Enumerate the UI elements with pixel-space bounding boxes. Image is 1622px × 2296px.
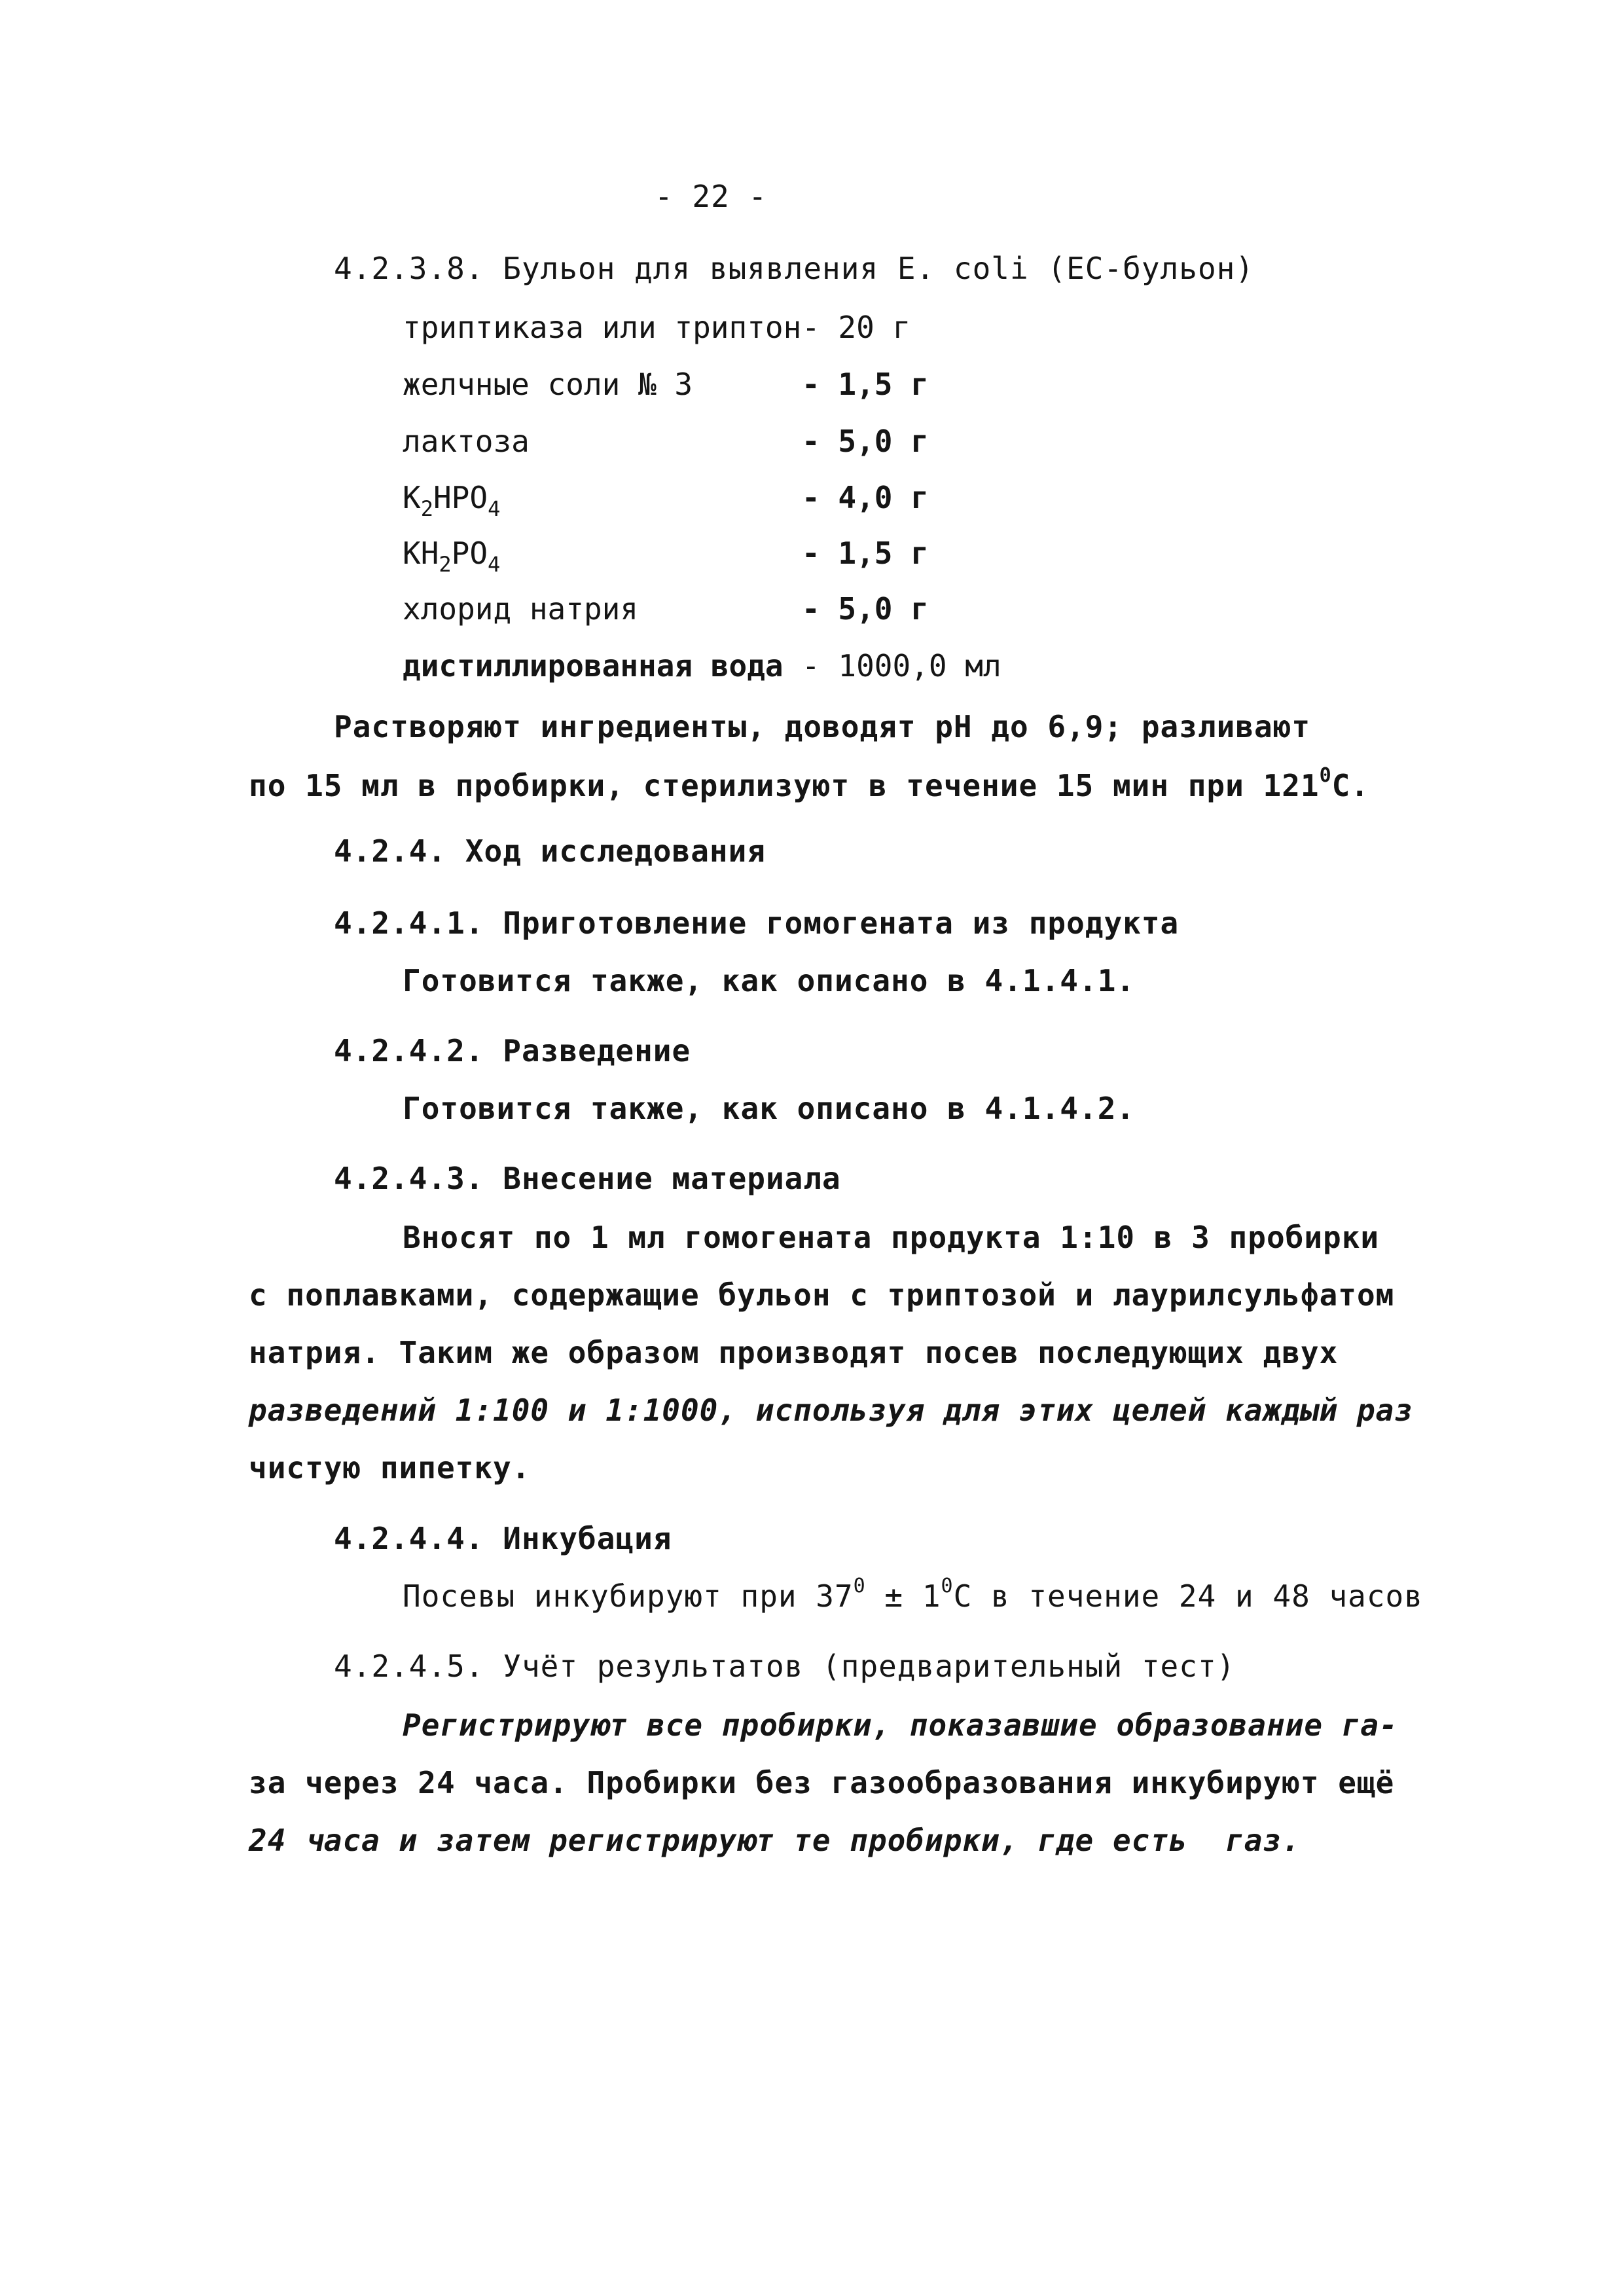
degree-superscript: 0 xyxy=(941,1575,954,1597)
section-4245-title: 4.2.4.5. Учёт результатов (предварительный тест) xyxy=(334,1649,1236,1684)
ingredient-qty: - 1000,0 мл xyxy=(802,648,1001,683)
formula-subscript: 4 xyxy=(488,496,501,521)
page-number: - 22 - xyxy=(655,179,768,214)
section-4238-paragraph xyxy=(249,766,1369,805)
section-4242-title: 4.2.4.2. Разведение xyxy=(334,1033,691,1068)
section-4238-title: 4.2.3.8. Бульон для выявления E. coli (EC-бульон) xyxy=(334,251,1255,286)
paragraph-text: C. xyxy=(1331,768,1370,803)
paragraph-text: Посевы инкубируют при 37 xyxy=(403,1578,854,1614)
section-4238-paragraph: Растворяют ингредиенты, доводят pH до 6,9; разливают xyxy=(334,709,1311,744)
section-4243-line: разведений 1:100 и 1:1000, используя для этих целей каждый раз xyxy=(249,1393,1414,1428)
ingredient-name: дистиллированная вода xyxy=(403,648,784,683)
ingredient-name: лактоза xyxy=(403,424,530,459)
ingredient-qty: - 5,0 г xyxy=(802,591,929,627)
formula-subscript: 4 xyxy=(488,552,501,577)
section-4241-text: Готовится также, как описано в 4.1.4.1. xyxy=(403,963,1136,998)
section-4243-line: Вносят по 1 мл гомогената продукта 1:10 в 3 пробирки xyxy=(403,1220,1380,1255)
paragraph-text: C в течение 24 и 48 часов xyxy=(953,1578,1423,1614)
ingredient-formula xyxy=(403,478,501,521)
degree-superscript: 0 xyxy=(853,1575,866,1597)
paragraph-text: по 15 мл в пробирки, стерилизуют в течение 15 мин при 121 xyxy=(249,768,1320,803)
section-4245-line: Регистрируют все пробирки, показавшие образование га- xyxy=(403,1707,1398,1743)
ingredient-name: триптиказа или триптон xyxy=(403,310,802,345)
section-4242-text: Готовится также, как описано в 4.1.4.2. xyxy=(403,1091,1136,1126)
formula-part: PO xyxy=(451,536,488,571)
section-424-title: 4.2.4. Ход исследования xyxy=(334,833,766,869)
formula-part: KH xyxy=(403,536,439,571)
section-4245-line: за через 24 часа. Пробирки без газообразования инкубируют ещё xyxy=(249,1765,1395,1800)
section-4243-line: чистую пипетку. xyxy=(249,1450,531,1485)
section-4245-line: 24 часа и затем регистрируют те пробирки, где есть газ. xyxy=(249,1823,1301,1858)
section-4243-line: натрия. Таким же образом производят посев последующих двух xyxy=(249,1335,1339,1370)
formula-subscript: 2 xyxy=(439,552,452,577)
section-4243-title: 4.2.4.3. Внесение материала xyxy=(334,1161,841,1196)
ingredient-name: желчные соли № 3 xyxy=(403,367,693,402)
ingredient-qty: - 5,0 г xyxy=(802,424,929,459)
ingredient-qty: - 1,5 г xyxy=(802,367,929,402)
section-4244-title: 4.2.4.4. Инкубация xyxy=(334,1521,672,1556)
formula-part: K xyxy=(403,480,421,515)
ingredient-qty: - 4,0 г xyxy=(802,480,929,515)
ingredient-name: хлорид натрия xyxy=(403,591,639,627)
ingredient-qty: - 1,5 г xyxy=(802,536,929,571)
ingredient-qty: - 20 г xyxy=(802,310,911,345)
section-4241-title: 4.2.4.1. Приготовление гомогената из продукта xyxy=(334,905,1180,941)
formula-subscript: 2 xyxy=(420,496,433,521)
section-4244-text xyxy=(403,1576,1423,1616)
degree-superscript: 0 xyxy=(1319,764,1332,787)
formula-part: HPO xyxy=(433,480,488,515)
ingredient-formula xyxy=(403,534,501,577)
paragraph-text: ± 1 xyxy=(865,1578,941,1614)
section-4243-line: с поплавками, содержащие бульон с триптозой и лаурилсульфатом xyxy=(249,1277,1395,1313)
